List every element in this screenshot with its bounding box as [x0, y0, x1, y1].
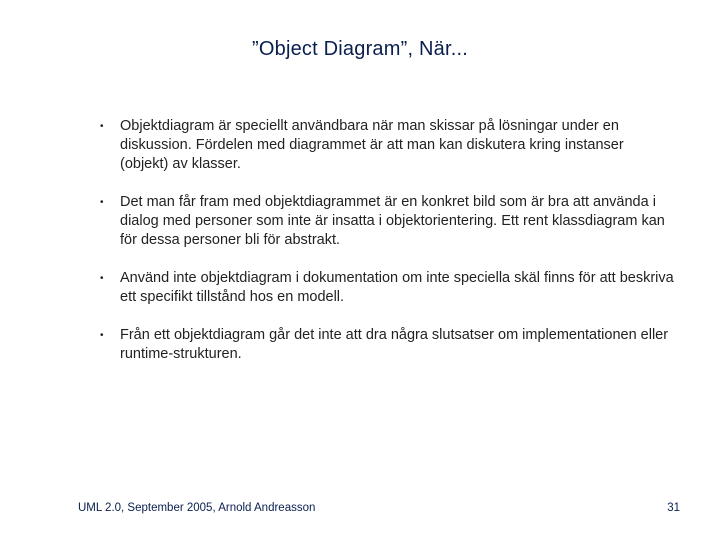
slide-title: ”Object Diagram”, När...	[252, 38, 468, 60]
bullet-text: Objektdiagram är speciellt användbara när man skissar på lösningar under en diskussion. Fördelen med diagrammet är att man kan diskutera kring instanser (objekt) av klasser.	[120, 118, 624, 172]
bullet-item	[96, 117, 676, 174]
bullet-text: Från ett objektdiagram går det inte att dra några slutsatser om implementationen eller runtime-strukturen.	[120, 327, 669, 362]
bullet-text: Det man får fram med objektdiagrammet är en konkret bild som är bra att använda i dialog med personer som inte är insatta i objektorientering. Ett rent klassdiagram kan för dessa personer bli för abstrakt.	[120, 194, 665, 248]
page-number: 31	[667, 502, 680, 514]
bullet-icon: •	[100, 273, 104, 284]
bullet-list	[96, 117, 676, 383]
bullet-item	[96, 269, 676, 307]
bullet-item	[96, 193, 676, 250]
bullet-item	[96, 326, 676, 364]
bullet-icon: •	[100, 197, 104, 208]
bullet-icon: •	[100, 330, 104, 341]
bullet-icon: •	[100, 121, 104, 132]
footer-credit: UML 2.0, September 2005, Arnold Andreasson	[78, 502, 316, 514]
bullet-text: Använd inte objektdiagram i dokumentation om inte speciella skäl finns för att beskriva ett specifikt tillstånd hos en modell.	[120, 270, 674, 305]
